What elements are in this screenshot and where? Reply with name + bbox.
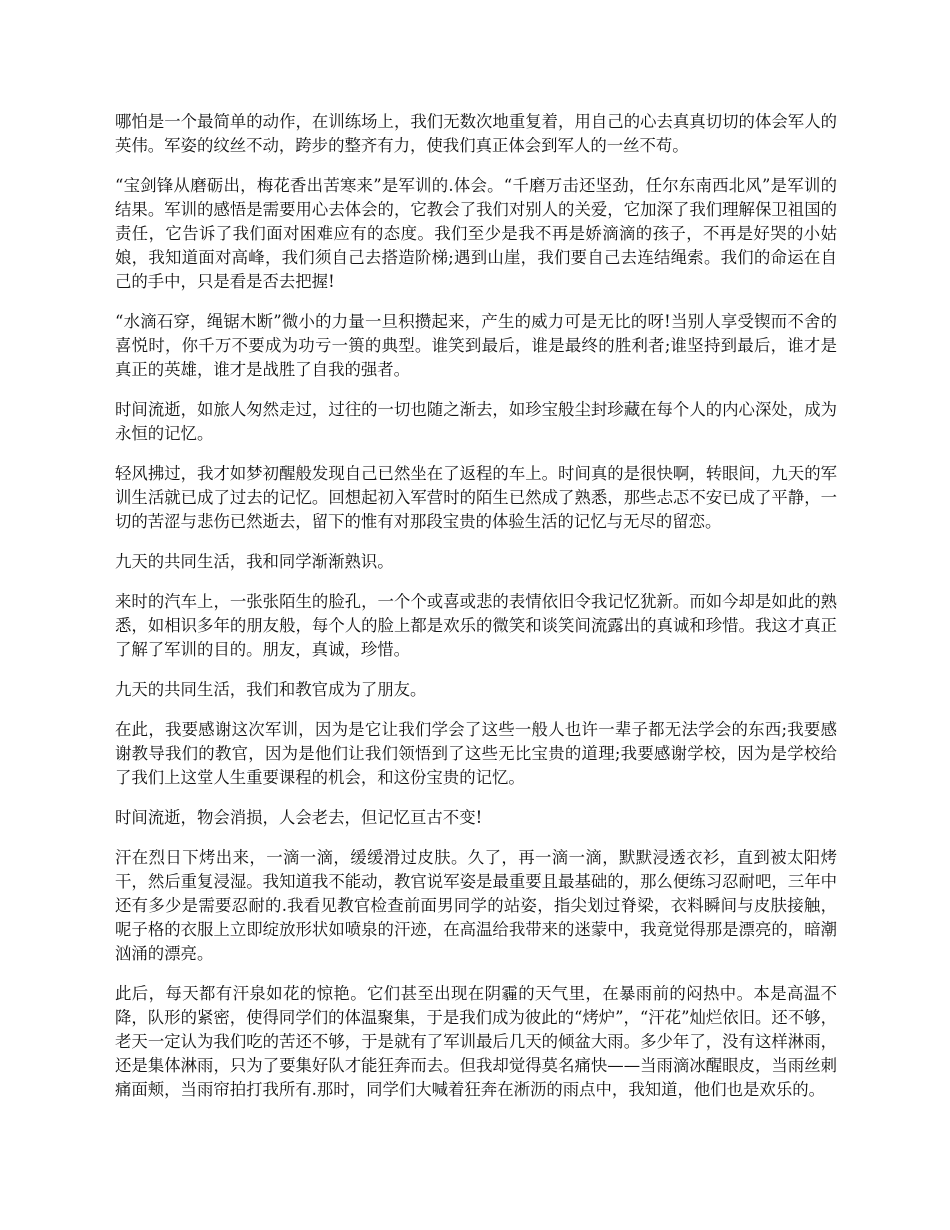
paragraph-4: 时间流逝，如旅人匆然走过，过往的一切也随之渐去，如珍宝般尘封珍藏在每个人的内心深处，成为永恒的记忆。 [115, 400, 837, 443]
paragraph-10: 时间流逝，物会消损，人会老去，但记忆亘古不变! [115, 808, 483, 827]
paragraph-11: 汗在烈日下烤出来，一滴一滴，缓缓滑过皮肤。久了，再一滴一滴，默默浸透衣衫，直到被太阳烤干，然后重复浸湿。我知道我不能动，教官说军姿是最重要且最基础的，那么便练习忍耐吧，三年中还有多少是需要忍耐的.我看见教官检查前面男同学的站姿，指尖划过脊梁，衣料瞬间与皮肤接触，呢子格的衣服上立即绽放形状如喷泉的汗迹，在高温给我带来的迷蒙中，我竟觉得那是漂亮的，暗潮汹涌的漂亮。 [115, 848, 837, 963]
paragraph-12: 此后，每天都有汗泉如花的惊艳。它们甚至出现在阴霾的天气里，在暴雨前的闷热中。本是高温不降，队形的紧密，使得同学们的体温聚集，于是我们成为彼此的“烤炉”，“汗花”灿烂依旧。还不够，老天一定认为我们吃的苦还不够，于是就有了军训最后几天的倾盆大雨。多少年了，没有这样淋雨，还是集体淋雨，只为了要集好队才能狂奔而去。但我却觉得莫名痛快——当雨滴冰醒眼皮，当雨丝刺痛面颊，当雨帘拍打我所有.那时，同学们大喊着狂奔在淅沥的雨点中，我知道，他们也是欢乐的。 [115, 984, 837, 1099]
paragraph-5: 轻风拂过，我才如梦初醒般发现自己已然坐在了返程的车上。时间真的是很快啊，转眼间，九天的军训生活就已成了过去的记忆。回想起初入军营时的陌生已然成了熟悉，那些忐忑不安已成了平静，一切的苦涩与悲伤已然逝去，留下的惟有对那段宝贵的体验生活的记忆与无尽的留恋。 [115, 464, 837, 531]
paragraph-7: 来时的汽车上，一张张陌生的脸孔，一个个或喜或悲的表情依旧令我记忆犹新。而如今却是如此的熟悉，如相识多年的朋友般，每个人的脸上都是欢乐的微笑和谈笑间流露出的真诚和珍惜。我这才真正了解了军训的目的。朋友，真诚，珍惜。 [115, 592, 837, 659]
paragraph-2: “宝剑锋从磨砺出，梅花香出苦寒来”是军训的.体会。“千磨万击还坚劲，任尔东南西北风”是军训的结果。军训的感悟是需要用心去体会的，它教会了我们对别人的关爱，它加深了我们理解保卫祖国的责任，它告诉了我们面对困难应有的态度。我们至少是我不再是娇滴滴的孩子，不再是好哭的小姑娘，我知道面对高峰，我们须自己去搭造阶梯;遇到山崖，我们要自己去连结绳索。我们的命运在自己的手中，只是看是否去把握! [115, 176, 837, 291]
document-body [115, 110, 837, 1118]
paragraph-6: 九天的共同生活，我和同学渐渐熟识。 [115, 552, 394, 571]
paragraph-8: 九天的共同生活，我们和教官成为了朋友。 [115, 680, 427, 699]
paragraph-3: “水滴石穿，绳锯木断”微小的力量一旦积攒起来，产生的威力可是无比的呀!当别人享受锲而不舍的喜悦时，你千万不要成为功亏一篑的典型。谁笑到最后，谁是最终的胜利者;谁坚持到最后，谁才是真正的英雄，谁才是战胜了自我的强者。 [115, 312, 837, 379]
paragraph-1: 哪怕是一个最简单的动作，在训练场上，我们无数次地重复着，用自己的心去真真切切的体会军人的英伟。军姿的纹丝不动，跨步的整齐有力，使我们真正体会到军人的一丝不苟。 [115, 112, 837, 155]
paragraph-9: 在此，我要感谢这次军训，因为是它让我们学会了这些一般人也许一辈子都无法学会的东西;我要感谢教导我们的教官，因为是他们让我们领悟到了这些无比宝贵的道理;我要感谢学校，因为是学校给了我们上这堂人生重要课程的机会，和这份宝贵的记忆。 [115, 720, 837, 787]
